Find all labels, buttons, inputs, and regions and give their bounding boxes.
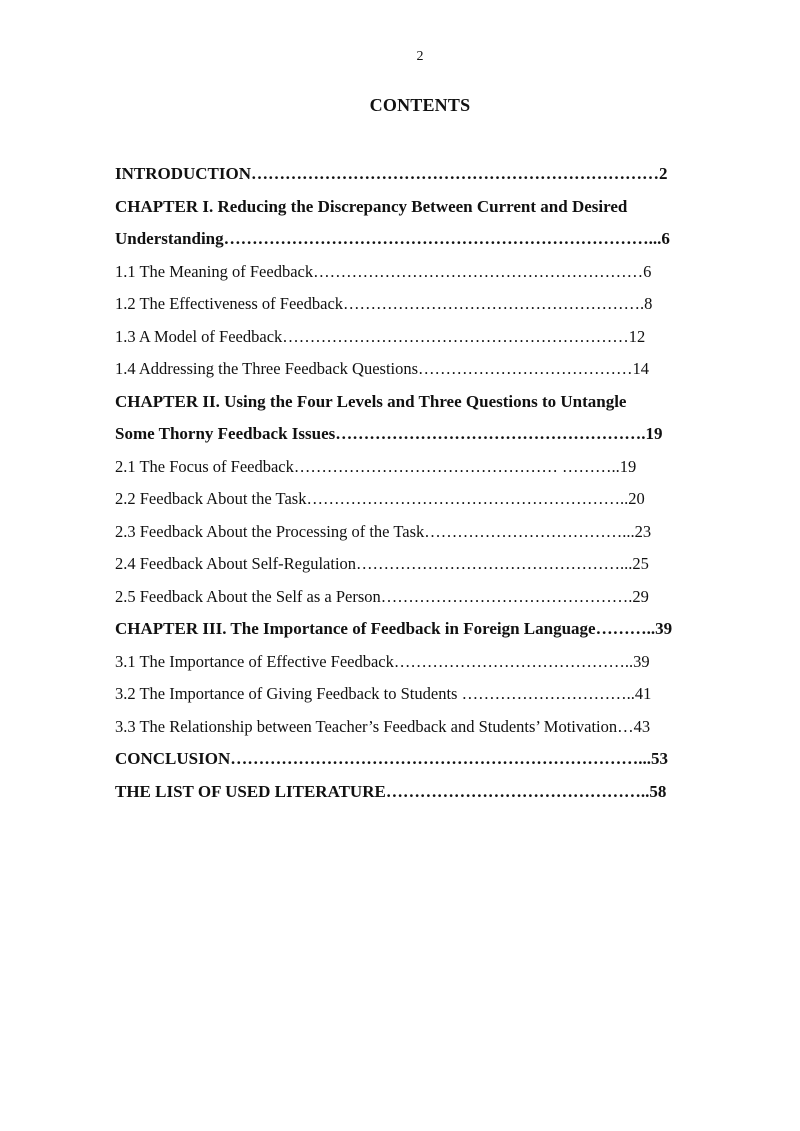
toc-heading-line: INTRODUCTION………………………………………………………………2 (115, 164, 668, 183)
toc-heading-line: CHAPTER I. Reducing the Discrepancy Between Current and Desired (115, 196, 628, 216)
table-of-contents (115, 158, 730, 808)
toc-entry-line: 2.2 Feedback About the Task…………………………………………………..20 (115, 489, 645, 508)
toc-heading-line: CHAPTER III. The Importance of Feedback in Foreign Language………..39 (115, 619, 673, 638)
toc-heading-line: Some Thorny Feedback Issues……………………………………………….19 (115, 424, 663, 443)
toc-entry-line: 2.3 Feedback About the Processing of the Task………………………………...23 (115, 521, 652, 541)
toc-entry-line: 3.1 The Importance of Effective Feedback……………………………………..39 (115, 651, 650, 671)
toc-heading-line: CHAPTER II. Using the Four Levels and Three Questions to Untangle (115, 391, 627, 411)
toc-entry-line: 3.2 The Importance of Giving Feedback to Students …………………………..41 (115, 684, 652, 703)
toc-entry-line: 1.1 The Meaning of Feedback……………………………………………………6 (115, 261, 652, 281)
page-number: 2 (416, 49, 424, 64)
toc-heading-line: THE LIST OF USED LITERATURE………………………………………..58 (115, 781, 667, 801)
toc-entry-line: 1.4 Addressing the Three Feedback Questions…………………………………14 (115, 359, 650, 378)
toc-entry-line: 2.4 Feedback About Self-Regulation…………………………………………...25 (115, 554, 649, 573)
toc-entry-line: 1.2 The Effectiveness of Feedback……………………………………………….8 (115, 294, 653, 313)
toc-entry-line: 2.5 Feedback About the Self as a Person……………………………………….29 (115, 586, 649, 606)
toc-entry-line: 1.3 A Model of Feedback………………………………………………………12 (115, 326, 646, 346)
toc-heading-line: CONCLUSION………………………………………………………………...53 (115, 749, 668, 768)
toc-heading-line: Understanding…………………………………………………………………...6 (115, 229, 670, 248)
toc-entry-line: 2.1 The Focus of Feedback………………………………………… ………..19 (115, 456, 637, 476)
contents-title: CONTENTS (369, 95, 471, 115)
toc-entry-line: 3.3 The Relationship between Teacher’s Feedback and Students’ Motivation…43 (115, 716, 651, 736)
